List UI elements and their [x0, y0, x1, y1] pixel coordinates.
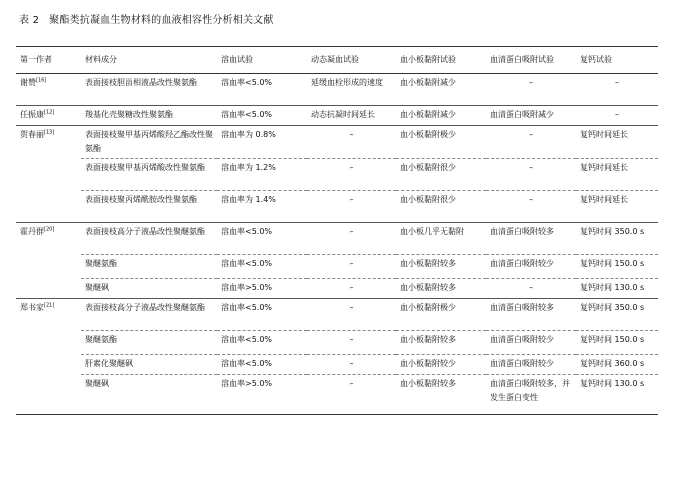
- hemolysis-cell: 溶血率<5.0%: [221, 227, 273, 236]
- recalcification-cell: 复钙时间 130.0 s: [580, 379, 645, 388]
- author-cell: [16, 223, 81, 299]
- protein-adsorption-cell: 血清蛋白吸附较少: [490, 335, 554, 344]
- header-dynamic-coagulation: 动态凝血试验: [311, 55, 359, 64]
- hemolysis-cell: 溶血率<5.0%: [221, 359, 273, 368]
- material-cell: 聚醚砜: [85, 283, 109, 292]
- author-cell: [16, 299, 81, 415]
- recalcification-cell: 复钙时间延长: [580, 195, 628, 204]
- protein-adsorption-cell: –: [529, 163, 533, 172]
- platelet-adhesion-cell: 血小板黏附很少: [400, 195, 456, 204]
- protein-adsorption-cell: –: [529, 130, 533, 139]
- hemolysis-cell: 溶血率>5.0%: [221, 379, 273, 388]
- protein-adsorption-cell: 血清蛋白吸附较少: [490, 259, 554, 268]
- platelet-adhesion-cell: 血小板黏附很少: [400, 163, 456, 172]
- platelet-adhesion-cell: 血小板黏附减少: [400, 78, 456, 87]
- table-row: [16, 74, 658, 106]
- platelet-adhesion-cell: 血小板黏附较多: [400, 259, 456, 268]
- header-recalcification: 复钙试验: [580, 55, 612, 64]
- citation-ref: [13]: [44, 129, 55, 136]
- protein-adsorption-cell: 血清蛋白吸附较少: [490, 359, 554, 368]
- platelet-adhesion-cell: 血小板几乎无黏附: [400, 227, 464, 236]
- table-row: [16, 375, 658, 415]
- protein-adsorption-cell: –: [529, 283, 533, 292]
- table-row: [16, 191, 658, 223]
- recalcification-cell: 复钙时间 350.0 s: [580, 227, 645, 236]
- table-row: [16, 355, 658, 375]
- protein-adsorption-cell: –: [529, 195, 533, 204]
- hemolysis-cell: 溶血率>5.0%: [221, 283, 273, 292]
- dynamic-coagulation-cell: –: [349, 303, 354, 312]
- author-name: 贺春丽: [20, 130, 44, 139]
- table-title: 聚酯类抗凝血生物材料的血液相容性分析相关文献: [49, 15, 274, 26]
- citation-ref: [20]: [44, 226, 55, 233]
- dynamic-coagulation-cell: –: [349, 195, 354, 204]
- dynamic-coagulation-cell: –: [349, 227, 354, 236]
- dynamic-coagulation-cell: –: [349, 283, 354, 292]
- data-table: [16, 46, 658, 415]
- protein-adsorption-cell: 血清蛋白吸附减少: [490, 110, 554, 119]
- protein-adsorption-cell: 血清蛋白吸附较多: [490, 227, 554, 236]
- platelet-adhesion-cell: 血小板黏附较多: [400, 379, 456, 388]
- citation-ref: [16]: [36, 77, 47, 84]
- material-cell: 表面接枝聚丙烯酰胺改性聚氨酯: [85, 195, 197, 204]
- hemolysis-cell: 溶血率<5.0%: [221, 303, 273, 312]
- material-cell: 表面接枝胆甾相液晶改性聚氨酯: [85, 78, 197, 87]
- header-protein-adsorption: 血清蛋白吸附试验: [490, 55, 554, 64]
- platelet-adhesion-cell: 血小板黏附极少: [400, 303, 456, 312]
- platelet-adhesion-cell: 血小板黏附较少: [400, 359, 456, 368]
- hemolysis-cell: 溶血率<5.0%: [221, 335, 273, 344]
- table-row: [16, 299, 658, 331]
- dynamic-coagulation-cell: –: [349, 335, 354, 344]
- platelet-adhesion-cell: 血小板黏附较多: [400, 283, 456, 292]
- platelet-adhesion-cell: 血小板黏附减少: [400, 110, 456, 119]
- recalcification-cell: 复钙时间 150.0 s: [580, 259, 645, 268]
- author-name: 谢赞: [20, 78, 36, 87]
- author-cell: [16, 126, 81, 223]
- table-row: [16, 279, 658, 299]
- dynamic-coagulation-cell: –: [349, 163, 354, 172]
- citation-ref: [12]: [44, 109, 55, 116]
- protein-adsorption-cell: –: [529, 78, 533, 87]
- table-row: [16, 159, 658, 191]
- citation-ref: [21]: [44, 302, 55, 309]
- platelet-adhesion-cell: 血小板黏附极少: [400, 130, 456, 139]
- table-body: [16, 74, 658, 415]
- material-cell: 表面接枝高分子液晶改性聚醚氨酯: [85, 227, 205, 236]
- material-cell: 表面接枝聚甲基丙烯酸改性聚氨酯: [85, 163, 205, 172]
- material-cell: 聚醚砜: [85, 379, 109, 388]
- recalcification-cell: 复钙时间 150.0 s: [580, 335, 645, 344]
- author-cell: [16, 74, 81, 106]
- header-hemolysis: 溶血试验: [221, 55, 253, 64]
- platelet-adhesion-cell: 血小板黏附较多: [400, 335, 456, 344]
- material-cell: 聚醚氨酯: [85, 335, 117, 344]
- recalcification-cell: –: [615, 78, 619, 87]
- recalcification-cell: –: [615, 110, 619, 119]
- recalcification-cell: 复钙时间延长: [580, 163, 628, 172]
- table-row: [16, 126, 658, 159]
- hemolysis-cell: 溶血率<5.0%: [221, 78, 273, 87]
- recalcification-cell: 复钙时间延长: [580, 130, 628, 139]
- material-cell: 肝素化聚醚砜: [85, 359, 133, 368]
- author-name: 霍丹群: [20, 227, 44, 236]
- dynamic-coagulation-cell: –: [349, 359, 354, 368]
- table-number: 表 2: [19, 15, 40, 26]
- table-row: [16, 106, 658, 126]
- header-row: [16, 47, 658, 74]
- author-name: 任振康: [20, 110, 44, 119]
- recalcification-cell: 复钙时间 130.0 s: [580, 283, 645, 292]
- protein-adsorption-cell: 血清蛋白吸附较多，并发生蛋白变性: [490, 379, 570, 402]
- table-caption: [19, 14, 274, 28]
- author-cell: [16, 106, 81, 126]
- table-row: [16, 223, 658, 255]
- header-platelet-adhesion: 血小板黏附试验: [400, 55, 456, 64]
- table-row: [16, 331, 658, 355]
- hemolysis-cell: 溶血率<5.0%: [221, 259, 273, 268]
- dynamic-coagulation-cell: 动态抗凝时间延长: [311, 110, 375, 119]
- dynamic-coagulation-cell: 延缓血栓形成的速度: [311, 78, 383, 87]
- material-cell: 羧基化壳聚糖改性聚氨酯: [85, 110, 173, 119]
- protein-adsorption-cell: 血清蛋白吸附较多: [490, 303, 554, 312]
- material-cell: 聚醚氨酯: [85, 259, 117, 268]
- table-row: [16, 255, 658, 279]
- dynamic-coagulation-cell: –: [349, 379, 354, 388]
- hemolysis-cell: 溶血率<5.0%: [221, 110, 273, 119]
- material-cell: 表面接枝高分子液晶改性聚醚氨酯: [85, 303, 205, 312]
- header-author: 第一作者: [20, 55, 52, 64]
- recalcification-cell: 复钙时间 360.0 s: [580, 359, 645, 368]
- dynamic-coagulation-cell: –: [349, 130, 354, 139]
- hemolysis-cell: 溶血率为 0.8%: [221, 130, 276, 139]
- recalcification-cell: 复钙时间 350.0 s: [580, 303, 645, 312]
- header-material: 材料成分: [85, 55, 117, 64]
- dynamic-coagulation-cell: –: [349, 259, 354, 268]
- author-name: 郑书家: [20, 303, 44, 312]
- hemolysis-cell: 溶血率为 1.4%: [221, 195, 276, 204]
- hemolysis-cell: 溶血率为 1.2%: [221, 163, 276, 172]
- material-cell: 表面接枝聚甲基丙烯酸羟乙酯改性聚氨酯: [85, 130, 213, 153]
